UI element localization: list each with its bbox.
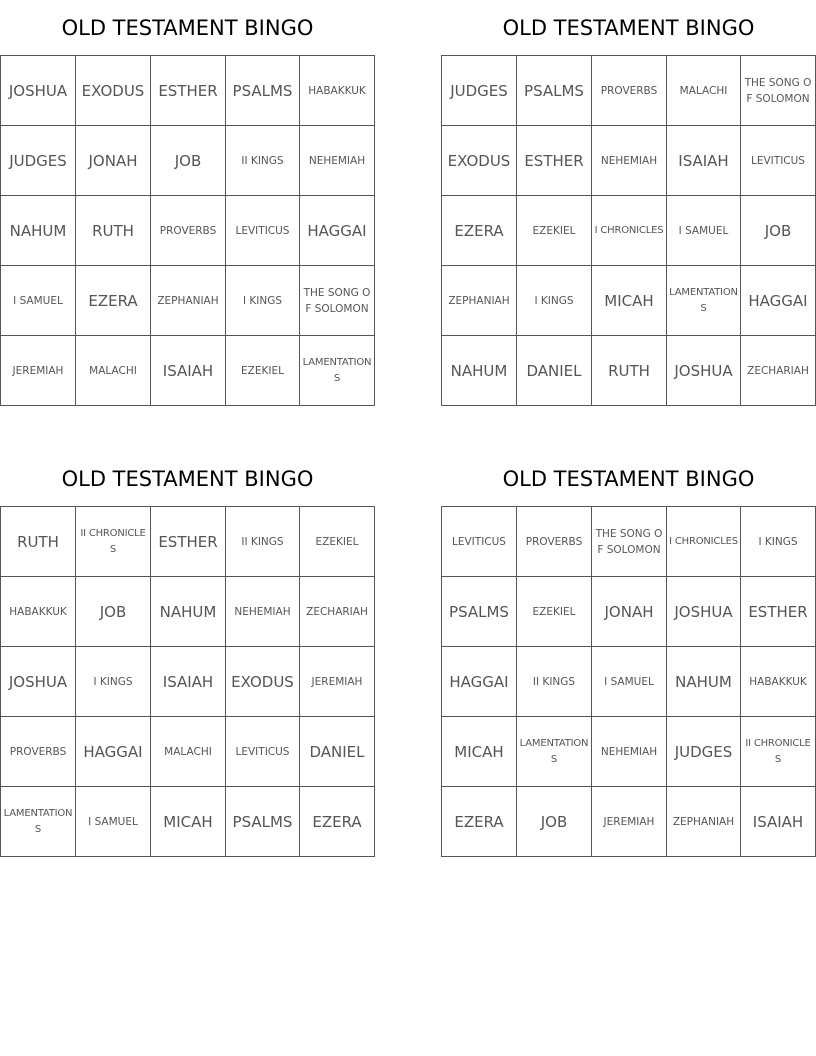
bingo-cell: HABAKKUK — [300, 56, 375, 126]
bingo-cell: MICAH — [442, 717, 517, 787]
bingo-cell: EZEKIEL — [226, 336, 300, 406]
bingo-cell: PROVERBS — [1, 717, 76, 787]
bingo-cell: ISAIAH — [151, 336, 226, 406]
bingo-cell: EXODUS — [76, 56, 151, 126]
bingo-cell: EZEKIEL — [517, 196, 592, 266]
bingo-cell: NAHUM — [1, 196, 76, 266]
bingo-cell: II KINGS — [226, 126, 300, 196]
bingo-grid — [441, 506, 816, 857]
bingo-cell: EXODUS — [226, 647, 300, 717]
bingo-cell: EZERA — [300, 787, 375, 857]
bingo-cell: JOSHUA — [667, 577, 741, 647]
bingo-grid — [0, 55, 375, 406]
bingo-cell: II KINGS — [226, 507, 300, 577]
bingo-cell: EZEKIEL — [300, 507, 375, 577]
bingo-cell: I KINGS — [76, 647, 151, 717]
bingo-cell: ESTHER — [517, 126, 592, 196]
bingo-cell: EZERA — [442, 196, 517, 266]
bingo-cell: HAGGAI — [741, 266, 816, 336]
bingo-cell: ZECHARIAH — [741, 336, 816, 406]
bingo-cell: THE SONG OF SOLOMON — [741, 56, 816, 126]
bingo-cell: PROVERBS — [151, 196, 226, 266]
bingo-cell: II KINGS — [517, 647, 592, 717]
bingo-cell: PSALMS — [226, 56, 300, 126]
bingo-cell: JUDGES — [667, 717, 741, 787]
card-title: OLD TESTAMENT BINGO — [61, 467, 314, 491]
bingo-cell: LAMENTATIONS — [517, 717, 592, 787]
bingo-cell: NAHUM — [151, 577, 226, 647]
bingo-cell: THE SONG OF SOLOMON — [300, 266, 375, 336]
bingo-cell: HABAKKUK — [1, 577, 76, 647]
bingo-cell: PSALMS — [442, 577, 517, 647]
bingo-cell: HABAKKUK — [741, 647, 816, 717]
bingo-cell: JONAH — [76, 126, 151, 196]
bingo-cell: PSALMS — [517, 56, 592, 126]
bingo-cell: JOSHUA — [1, 647, 76, 717]
bingo-cell: JUDGES — [442, 56, 517, 126]
bingo-cell: MICAH — [151, 787, 226, 857]
bingo-cell: JEREMIAH — [592, 787, 667, 857]
bingo-cell: II CHRONICLES — [76, 507, 151, 577]
bingo-cell: EZERA — [442, 787, 517, 857]
bingo-cell: I SAMUEL — [592, 647, 667, 717]
card-title: OLD TESTAMENT BINGO — [502, 16, 755, 40]
bingo-cell: I CHRONICLES — [592, 196, 667, 266]
bingo-cell: ESTHER — [741, 577, 816, 647]
bingo-cell: II CHRONICLES — [741, 717, 816, 787]
bingo-cell: EZEKIEL — [517, 577, 592, 647]
bingo-cell: NAHUM — [667, 647, 741, 717]
bingo-cell: ISAIAH — [151, 647, 226, 717]
bingo-cell: LAMENTATIONS — [300, 336, 375, 406]
bingo-cell: RUTH — [592, 336, 667, 406]
bingo-cell: THE SONG OF SOLOMON — [592, 507, 667, 577]
bingo-cell: JONAH — [592, 577, 667, 647]
bingo-cell: EXODUS — [442, 126, 517, 196]
bingo-cell: DANIEL — [300, 717, 375, 787]
card-title: OLD TESTAMENT BINGO — [502, 467, 755, 491]
bingo-cell: JOB — [76, 577, 151, 647]
bingo-cell: HAGGAI — [442, 647, 517, 717]
bingo-cell: LAMENTATIONS — [1, 787, 76, 857]
bingo-cell: DANIEL — [517, 336, 592, 406]
bingo-cell: PROVERBS — [517, 507, 592, 577]
bingo-cell: JOSHUA — [1, 56, 76, 126]
bingo-cell: LAMENTATIONS — [667, 266, 741, 336]
bingo-cell: MICAH — [592, 266, 667, 336]
bingo-cell: NEHEMIAH — [592, 126, 667, 196]
bingo-cell: RUTH — [76, 196, 151, 266]
bingo-cell: JOB — [517, 787, 592, 857]
bingo-cell: ESTHER — [151, 507, 226, 577]
bingo-cell: ZEPHANIAH — [667, 787, 741, 857]
bingo-cell: I KINGS — [741, 507, 816, 577]
bingo-cell: MALACHI — [151, 717, 226, 787]
bingo-cell: ZEPHANIAH — [442, 266, 517, 336]
bingo-cell: LEVITICUS — [226, 196, 300, 266]
bingo-cell: HAGGAI — [300, 196, 375, 266]
bingo-cell: I SAMUEL — [667, 196, 741, 266]
bingo-cell: JOB — [741, 196, 816, 266]
bingo-cell: I CHRONICLES — [667, 507, 741, 577]
bingo-cell: PSALMS — [226, 787, 300, 857]
bingo-cell: ESTHER — [151, 56, 226, 126]
bingo-cell: HAGGAI — [76, 717, 151, 787]
card-title: OLD TESTAMENT BINGO — [61, 16, 314, 40]
bingo-cell: I KINGS — [517, 266, 592, 336]
bingo-cell: NEHEMIAH — [300, 126, 375, 196]
bingo-cell: NEHEMIAH — [592, 717, 667, 787]
bingo-cell: JEREMIAH — [300, 647, 375, 717]
bingo-cell: NAHUM — [442, 336, 517, 406]
bingo-grid — [0, 506, 375, 857]
bingo-cell: JUDGES — [1, 126, 76, 196]
bingo-cell: EZERA — [76, 266, 151, 336]
bingo-cell: ZEPHANIAH — [151, 266, 226, 336]
bingo-cell: MALACHI — [667, 56, 741, 126]
bingo-grid — [441, 55, 816, 406]
bingo-cell: JOB — [151, 126, 226, 196]
bingo-cell: LEVITICUS — [741, 126, 816, 196]
bingo-cell: I SAMUEL — [76, 787, 151, 857]
bingo-cell: I SAMUEL — [1, 266, 76, 336]
bingo-cell: ZECHARIAH — [300, 577, 375, 647]
bingo-cell: PROVERBS — [592, 56, 667, 126]
bingo-cell: I KINGS — [226, 266, 300, 336]
bingo-cell: MALACHI — [76, 336, 151, 406]
bingo-cell: RUTH — [1, 507, 76, 577]
bingo-cell: ISAIAH — [741, 787, 816, 857]
bingo-cell: JOSHUA — [667, 336, 741, 406]
bingo-cell: JEREMIAH — [1, 336, 76, 406]
bingo-cell: LEVITICUS — [226, 717, 300, 787]
bingo-cell: NEHEMIAH — [226, 577, 300, 647]
bingo-cell: LEVITICUS — [442, 507, 517, 577]
bingo-cell: ISAIAH — [667, 126, 741, 196]
